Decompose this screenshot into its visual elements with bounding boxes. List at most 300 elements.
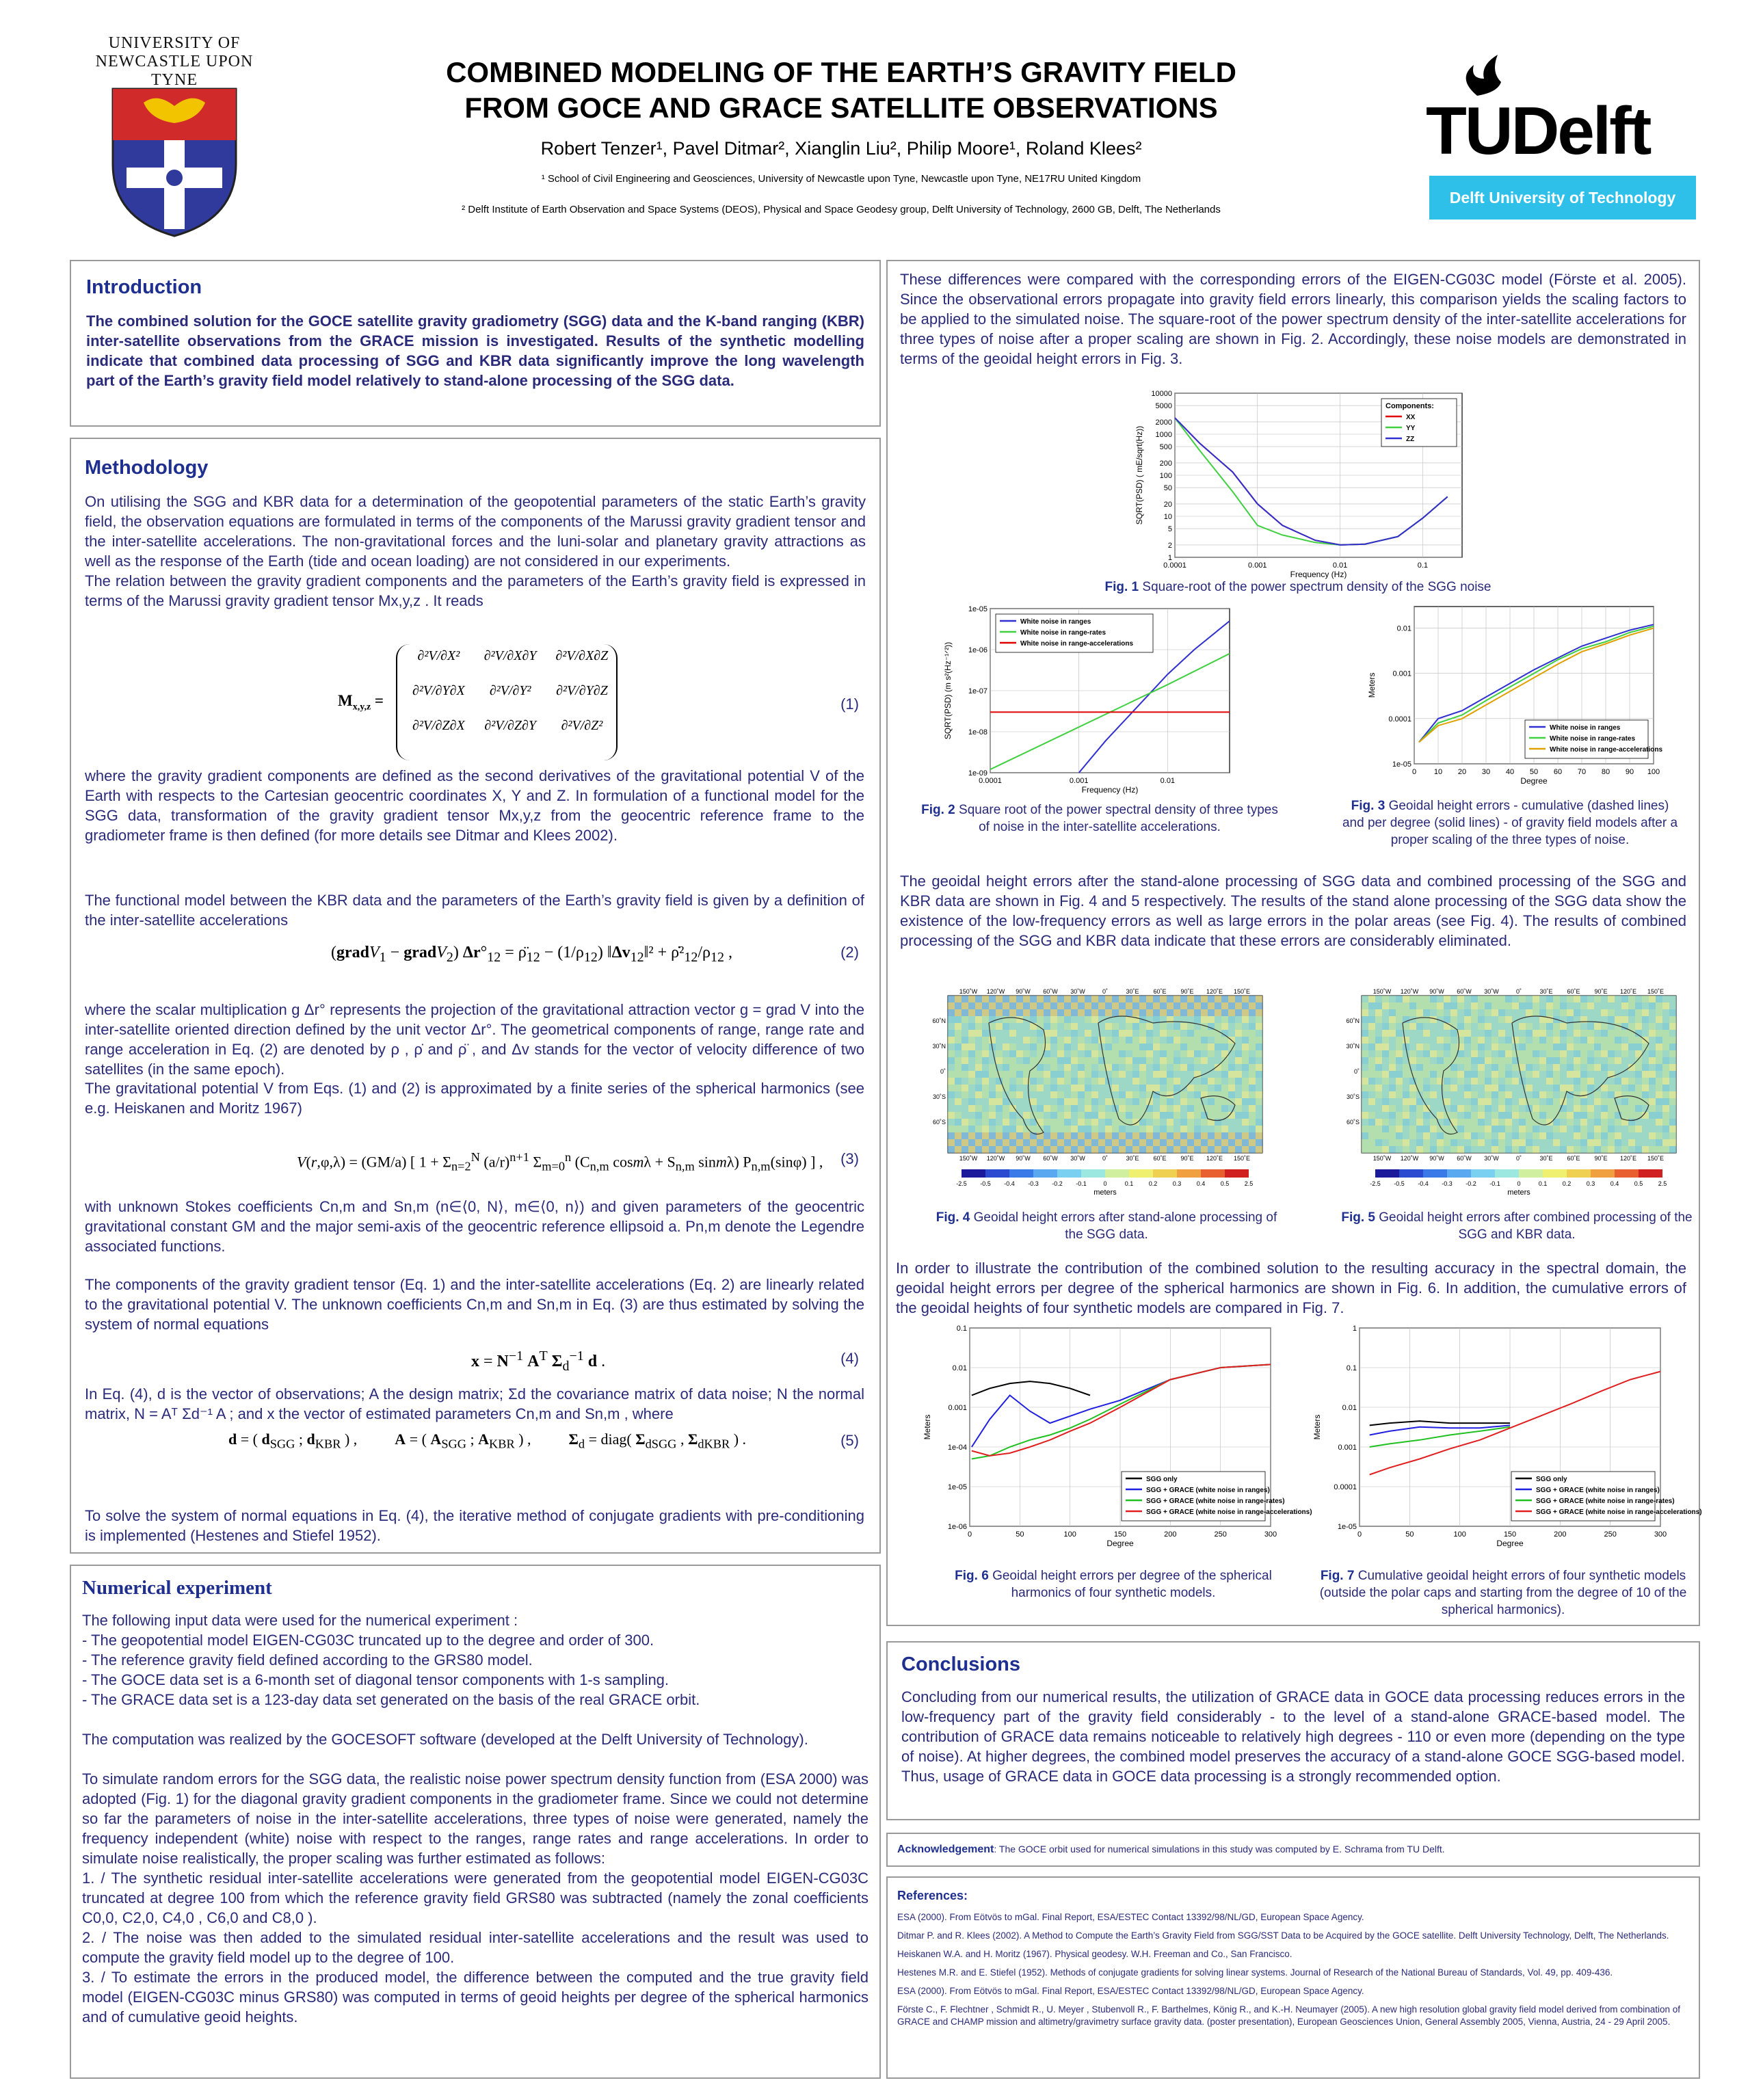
lon-tick-label: 90˚W: [1429, 1155, 1444, 1162]
introduction-panel: [70, 260, 881, 427]
map-cell: [1368, 1037, 1375, 1044]
legend-label: SGG + GRACE (white noise in range-accelerations): [1536, 1508, 1702, 1516]
map-cell: [1533, 1126, 1539, 1132]
map-cell: [1485, 996, 1492, 1002]
map-cell: [1416, 1002, 1423, 1009]
map-cell: [1649, 1030, 1656, 1037]
map-cell: [1160, 1044, 1167, 1050]
map-cell: [1126, 1078, 1132, 1085]
map-cell: [1085, 1119, 1091, 1126]
map-cell: [948, 1037, 955, 1044]
affiliation-1: ¹ School of Civil Engineering and Geosciences, University of Newcastle upon Tyne, Newcastle upon Tyne, NE17RU United Kingdom: [541, 173, 1141, 185]
map-cell: [1146, 1002, 1153, 1009]
map-cell: [1662, 1064, 1669, 1071]
map-cell: [1221, 1126, 1228, 1132]
map-cell: [1553, 996, 1560, 1002]
map-cell: [1403, 1071, 1409, 1078]
map-cell: [1553, 1030, 1560, 1037]
map-cell: [1567, 1030, 1574, 1037]
map-cell: [1615, 1132, 1621, 1139]
map-cell: [1662, 1023, 1669, 1030]
map-cell: [975, 1132, 982, 1139]
map-cell: [1139, 1132, 1146, 1139]
map-cell: [996, 1091, 1003, 1098]
colorbar-tick-label: -0.4: [1004, 1180, 1015, 1187]
map-cell: [1153, 1098, 1160, 1105]
map-cell: [1621, 1002, 1628, 1009]
map-cell: [996, 1132, 1003, 1139]
map-cell: [1105, 1105, 1112, 1112]
map-cell: [1396, 1057, 1403, 1064]
map-cell: [1649, 1105, 1656, 1112]
map-cell: [1375, 1023, 1382, 1030]
map-cell: [1256, 996, 1262, 1002]
map-cell: [1249, 1037, 1256, 1044]
map-cell: [1215, 1050, 1221, 1057]
map-cell: [1574, 1085, 1580, 1091]
map-cell: [1526, 1050, 1533, 1057]
map-cell: [1389, 1078, 1396, 1085]
map-cell: [1112, 1146, 1119, 1153]
map-cell: [1471, 1009, 1478, 1016]
map-cell: [1375, 1016, 1382, 1023]
map-cell: [1539, 1037, 1546, 1044]
map-cell: [1526, 1078, 1533, 1085]
input-item-4: - The GRACE data set is a 123-day data set generated on the basis of the real GRACE orbit.: [82, 1691, 700, 1708]
map-cell: [1498, 1139, 1505, 1146]
map-cell: [1256, 1146, 1262, 1153]
map-cell: [975, 1064, 982, 1071]
poster-title: [301, 55, 1381, 215]
legend-label: ZZ: [1406, 436, 1415, 443]
map-cell: [1030, 1009, 1037, 1016]
map-cell: [1174, 1126, 1180, 1132]
map-cell: [1662, 1091, 1669, 1098]
map-cell: [996, 1057, 1003, 1064]
map-cell: [1382, 1016, 1389, 1023]
fig1-psd-chart: [1134, 388, 1476, 586]
affiliation-2: ² Delft Institute of Earth Observation and Space Systems (DEOS), Physical and Space Geodesy group, Delft University of Technology, 2600 GB, Delft, The Netherlands: [462, 204, 1221, 215]
colorbar-swatch: [1567, 1169, 1591, 1178]
map-cell: [1423, 1037, 1430, 1044]
map-cell: [1009, 1030, 1016, 1037]
map-cell: [1146, 1050, 1153, 1057]
map-cell: [1146, 1037, 1153, 1044]
map-cell: [1574, 1071, 1580, 1078]
map-cell: [955, 1037, 962, 1044]
map-cell: [1662, 1050, 1669, 1057]
map-cell: [1457, 1071, 1464, 1078]
map-cell: [1580, 1030, 1587, 1037]
map-cell: [1594, 1119, 1601, 1126]
map-cell: [1249, 1085, 1256, 1091]
reference-item: ESA (2000). From Eötvös to mGal. Final Report, ESA/ESTEC Contact 13392/98/NL/GD, European Space Agency.: [897, 1912, 1364, 1922]
map-cell: [968, 1146, 975, 1153]
map-cell: [1430, 1030, 1437, 1037]
map-cell: [1601, 1132, 1608, 1139]
reference-item: Förste C., F. Flechtner , Schmidt R., U. Meyer , Stubenvoll R., F. Barthelmes, König R., and K.-H. Neumayer (2005). A new high resolution global gravity field model derived from combination of GRACE and CHAMP mission and altimetry/gravimetry surface gravity data. (poster presentation), European Geosciences Union, General Assembly 2005, Vienna, Austria, 24 - 29 April 2005.: [897, 2004, 1681, 2027]
map-cell: [989, 1091, 996, 1098]
map-cell: [1362, 1078, 1368, 1085]
map-cell: [1085, 1050, 1091, 1057]
map-cell: [996, 996, 1003, 1002]
map-cell: [1430, 1139, 1437, 1146]
map-cell: [1485, 1064, 1492, 1071]
lon-tick-label: 150˚E: [1233, 1155, 1251, 1162]
map-cell: [1587, 1139, 1594, 1146]
map-cell: [1098, 1037, 1105, 1044]
map-cell: [1153, 1078, 1160, 1085]
map-cell: [962, 1132, 968, 1139]
map-cell: [1450, 1030, 1457, 1037]
map-cell: [948, 1023, 955, 1030]
map-cell: [1112, 1091, 1119, 1098]
map-cell: [1187, 1071, 1194, 1078]
map-cell: [1430, 1126, 1437, 1132]
map-cell: [1608, 1098, 1615, 1105]
map-cell: [1235, 1105, 1242, 1112]
map-cell: [1492, 1064, 1498, 1071]
map-cell: [1594, 1112, 1601, 1119]
map-cell: [1574, 1146, 1580, 1153]
map-cell: [1580, 1146, 1587, 1153]
map-cell: [975, 1105, 982, 1112]
map-cell: [1574, 1030, 1580, 1037]
map-cell: [1512, 1002, 1519, 1009]
map-cell: [1368, 1139, 1375, 1146]
map-cell: [1098, 1009, 1105, 1016]
map-cell: [1444, 1085, 1450, 1091]
map-cell: [1505, 1023, 1512, 1030]
map-cell: [1146, 1139, 1153, 1146]
map-cell: [1512, 1078, 1519, 1085]
map-cell: [1621, 1016, 1628, 1023]
map-cell: [1546, 1105, 1553, 1112]
methodology-p8: The components of the gravity gradient tensor (Eq. 1) and the inter-satellite accelerations (Eq. 2) are linearly related to the gravitational potential V. The unknown coefficients Cn,m and Sn,m in Eq. (3) are thus estimated by solving the system of normal equations: [85, 1276, 864, 1333]
map-cell: [1628, 1091, 1635, 1098]
map-cell: [1030, 1023, 1037, 1030]
map-cell: [1194, 1064, 1201, 1071]
map-cell: [1187, 1105, 1194, 1112]
lon-tick-label: 60˚W: [1457, 988, 1472, 995]
map-cell: [1228, 1078, 1235, 1085]
map-cell: [1167, 1119, 1174, 1126]
map-cell: [1478, 1037, 1485, 1044]
map-cell: [1416, 1030, 1423, 1037]
map-cell: [1621, 1132, 1628, 1139]
map-cell: [1423, 1044, 1430, 1050]
map-cell: [1003, 1105, 1009, 1112]
map-cell: [1662, 1030, 1669, 1037]
map-cell: [1649, 1126, 1656, 1132]
map-cell: [1044, 1078, 1050, 1085]
lon-tick-label: 150˚E: [1647, 1155, 1665, 1162]
legend-label: XX: [1406, 414, 1416, 421]
map-cell: [1615, 1044, 1621, 1050]
map-cell: [1126, 1098, 1132, 1105]
map-cell: [1492, 1146, 1498, 1153]
map-cell: [1642, 1016, 1649, 1023]
map-cell: [1471, 1050, 1478, 1057]
lon-tick-label: 120˚W: [986, 1155, 1005, 1162]
legend-label: SGG only: [1536, 1476, 1567, 1483]
map-cell: [955, 1078, 962, 1085]
map-cell: [1235, 1016, 1242, 1023]
map-cell: [982, 1112, 989, 1119]
map-cell: [1492, 1071, 1498, 1078]
map-cell: [1628, 1146, 1635, 1153]
map-cell: [1560, 1050, 1567, 1057]
map-cell: [1615, 1119, 1621, 1126]
y-tick-label: 200: [1159, 459, 1172, 468]
map-cell: [1416, 1009, 1423, 1016]
map-cell: [975, 1085, 982, 1091]
map-cell: [1382, 1085, 1389, 1091]
map-cell: [948, 1112, 955, 1119]
map-cell: [1416, 996, 1423, 1002]
map-cell: [1071, 1098, 1078, 1105]
colorbar-tick-label: -0.2: [1466, 1180, 1476, 1187]
map-cell: [1174, 1002, 1180, 1009]
x-tick-label: 250: [1604, 1530, 1617, 1539]
map-cell: [1221, 1085, 1228, 1091]
map-cell: [1030, 1139, 1037, 1146]
map-cell: [948, 1126, 955, 1132]
map-cell: [1478, 1057, 1485, 1064]
map-cell: [1505, 1105, 1512, 1112]
map-cell: [1037, 1112, 1044, 1119]
equation-4-number: (4): [840, 1350, 859, 1367]
map-cell: [1153, 1146, 1160, 1153]
map-cell: [1221, 1078, 1228, 1085]
map-cell: [1023, 1002, 1030, 1009]
map-cell: [962, 1078, 968, 1085]
map-cell: [1160, 1037, 1167, 1044]
legend-label: White noise in range-rates: [1550, 735, 1636, 743]
x-tick-label: 150: [1113, 1530, 1127, 1539]
map-cell: [975, 1119, 982, 1126]
map-cell: [1389, 1112, 1396, 1119]
results-p2: The geoidal height errors after the stand-alone processing of SGG data and combined processing of the SGG and KBR data are shown in Fig. 4 and 5 respectively. The results of the stand alone processing of the SGG data show the existence of the low-frequency errors as well as large errors in the polar areas (see Fig. 4). The results of combined processing of the SGG and KBR data indicate that these errors are considerably eliminated.: [900, 873, 1686, 949]
map-cell: [1621, 1078, 1628, 1085]
map-cell: [1071, 1112, 1078, 1119]
map-cell: [1064, 1023, 1071, 1030]
map-cell: [1153, 1050, 1160, 1057]
map-cell: [1656, 1071, 1662, 1078]
map-cell: [1187, 1044, 1194, 1050]
map-cell: [1085, 1146, 1091, 1153]
map-cell: [1567, 1139, 1574, 1146]
map-cell: [1464, 1064, 1471, 1071]
map-cell: [1669, 1126, 1676, 1132]
map-cell: [1567, 1119, 1574, 1126]
legend-title: Components:: [1386, 402, 1434, 410]
map-cell: [982, 1002, 989, 1009]
map-cell: [1601, 1146, 1608, 1153]
map-cell: [1228, 1002, 1235, 1009]
x-tick-label: 0.01: [1160, 777, 1176, 785]
map-cell: [1146, 1030, 1153, 1037]
map-cell: [1221, 1002, 1228, 1009]
map-cell: [1656, 1044, 1662, 1050]
map-cell: [1444, 1126, 1450, 1132]
map-cell: [1221, 1064, 1228, 1071]
map-cell: [1437, 1030, 1444, 1037]
map-cell: [1003, 1044, 1009, 1050]
map-cell: [1409, 1119, 1416, 1126]
map-cell: [1464, 1119, 1471, 1126]
map-cell: [982, 1078, 989, 1085]
map-cell: [1416, 1044, 1423, 1050]
map-cell: [1649, 1044, 1656, 1050]
map-cell: [1669, 1105, 1676, 1112]
map-cell: [1160, 1002, 1167, 1009]
map-cell: [1194, 996, 1201, 1002]
map-cell: [1167, 1078, 1174, 1085]
map-cell: [1098, 1002, 1105, 1009]
map-cell: [1601, 1139, 1608, 1146]
map-cell: [1389, 1023, 1396, 1030]
map-cell: [1389, 1126, 1396, 1132]
map-cell: [1526, 1044, 1533, 1050]
map-cell: [1160, 1139, 1167, 1146]
map-cell: [982, 1064, 989, 1071]
map-cell: [968, 1098, 975, 1105]
map-cell: [1450, 1064, 1457, 1071]
map-cell: [1009, 1050, 1016, 1057]
map-cell: [1003, 1050, 1009, 1057]
map-cell: [1235, 996, 1242, 1002]
map-cell: [1003, 1037, 1009, 1044]
map-cell: [962, 1037, 968, 1044]
map-cell: [1375, 1139, 1382, 1146]
map-cell: [962, 1112, 968, 1119]
map-cell: [1471, 1098, 1478, 1105]
map-cell: [1560, 1002, 1567, 1009]
map-cell: [1594, 1057, 1601, 1064]
map-cell: [1180, 1030, 1187, 1037]
map-cell: [1249, 1044, 1256, 1050]
map-cell: [1656, 996, 1662, 1002]
map-cell: [1064, 1112, 1071, 1119]
map-cell: [1194, 1057, 1201, 1064]
map-cell: [1085, 1105, 1091, 1112]
map-cell: [962, 1119, 968, 1126]
map-cell: [1457, 1078, 1464, 1085]
map-cell: [1628, 1057, 1635, 1064]
map-cell: [1146, 996, 1153, 1002]
map-cell: [1235, 1064, 1242, 1071]
map-cell: [1396, 1023, 1403, 1030]
map-cell: [1160, 1132, 1167, 1139]
map-cell: [1368, 1071, 1375, 1078]
map-cell: [1526, 1085, 1533, 1091]
map-cell: [955, 1071, 962, 1078]
map-cell: [1119, 1064, 1126, 1071]
y-tick-label: 1e-05: [968, 605, 987, 613]
map-cell: [1492, 1132, 1498, 1139]
map-cell: [1437, 1105, 1444, 1112]
y-tick-label: 5000: [1155, 402, 1172, 411]
map-cell: [1669, 996, 1676, 1002]
map-cell: [1208, 1030, 1215, 1037]
map-cell: [1016, 1023, 1023, 1030]
y-axis-label: SQRT(PSD) (m s²(Hz⁻¹ᐟ²)): [943, 641, 953, 740]
map-cell: [1132, 1112, 1139, 1119]
map-cell: [982, 1044, 989, 1050]
map-cell: [1139, 1105, 1146, 1112]
map-cell: [1256, 1071, 1262, 1078]
map-cell: [1567, 1126, 1574, 1132]
map-cell: [1615, 1078, 1621, 1085]
map-cell: [1126, 1009, 1132, 1016]
legend-label: SGG + GRACE (white noise in range-accelerations): [1146, 1508, 1312, 1516]
map-cell: [1533, 1091, 1539, 1098]
map-cell: [1003, 1119, 1009, 1126]
map-cell: [1221, 1105, 1228, 1112]
map-cell: [962, 1064, 968, 1071]
x-tick-label: 0.001: [1248, 561, 1267, 570]
map-cell: [1656, 1030, 1662, 1037]
map-cell: [1457, 996, 1464, 1002]
lon-tick-label: 120˚E: [1619, 1155, 1637, 1162]
map-cell: [1208, 1016, 1215, 1023]
map-cell: [1098, 996, 1105, 1002]
map-cell: [1478, 1105, 1485, 1112]
map-cell: [1256, 1112, 1262, 1119]
map-cell: [1119, 1126, 1126, 1132]
map-cell: [948, 1105, 955, 1112]
map-cell: [1539, 1126, 1546, 1132]
map-cell: [1071, 1064, 1078, 1071]
fig5-caption: Fig. 5 Geoidal height errors after combined processing of the SGG and KBR data.: [1341, 1210, 1693, 1242]
fig3-caption: Fig. 3 Geoidal height errors - cumulative (dashed lines) and per degree (solid lines) - of gravity field models after a proper scaling of the three types of noise.: [1342, 799, 1678, 847]
map-cell: [1085, 1132, 1091, 1139]
map-cell: [1242, 1098, 1249, 1105]
map-cell: [1078, 1057, 1085, 1064]
map-cell: [1126, 1085, 1132, 1091]
map-cell: [1256, 1098, 1262, 1105]
map-cell: [1464, 1016, 1471, 1023]
map-cell: [1126, 1050, 1132, 1057]
map-cell: [1153, 1030, 1160, 1037]
map-cell: [1003, 1112, 1009, 1119]
map-cell: [1662, 1132, 1669, 1139]
map-cell: [1009, 1078, 1016, 1085]
map-cell: [1091, 1085, 1098, 1091]
map-cell: [1409, 1044, 1416, 1050]
map-cell: [1201, 1146, 1208, 1153]
y-tick-label: 0.01: [1396, 624, 1411, 633]
map-cell: [1533, 1050, 1539, 1057]
map-cell: [1478, 1126, 1485, 1132]
map-cell: [1498, 1016, 1505, 1023]
map-cell: [1457, 1085, 1464, 1091]
fig3-geoid-chart: [1366, 603, 1667, 791]
map-cell: [1498, 1057, 1505, 1064]
map-cell: [1464, 1091, 1471, 1098]
map-cell: [1635, 1132, 1642, 1139]
map-cell: [1533, 1002, 1539, 1009]
map-cell: [1375, 1146, 1382, 1153]
map-cell: [1492, 1037, 1498, 1044]
map-cell: [1023, 1057, 1030, 1064]
map-cell: [1009, 996, 1016, 1002]
numerical-p2: The computation was realized by the GOCESOFT software (developed at the Delft University of Technology).: [82, 1731, 808, 1748]
map-cell: [1078, 1146, 1085, 1153]
map-cell: [1642, 1009, 1649, 1016]
map-cell: [1505, 1037, 1512, 1044]
